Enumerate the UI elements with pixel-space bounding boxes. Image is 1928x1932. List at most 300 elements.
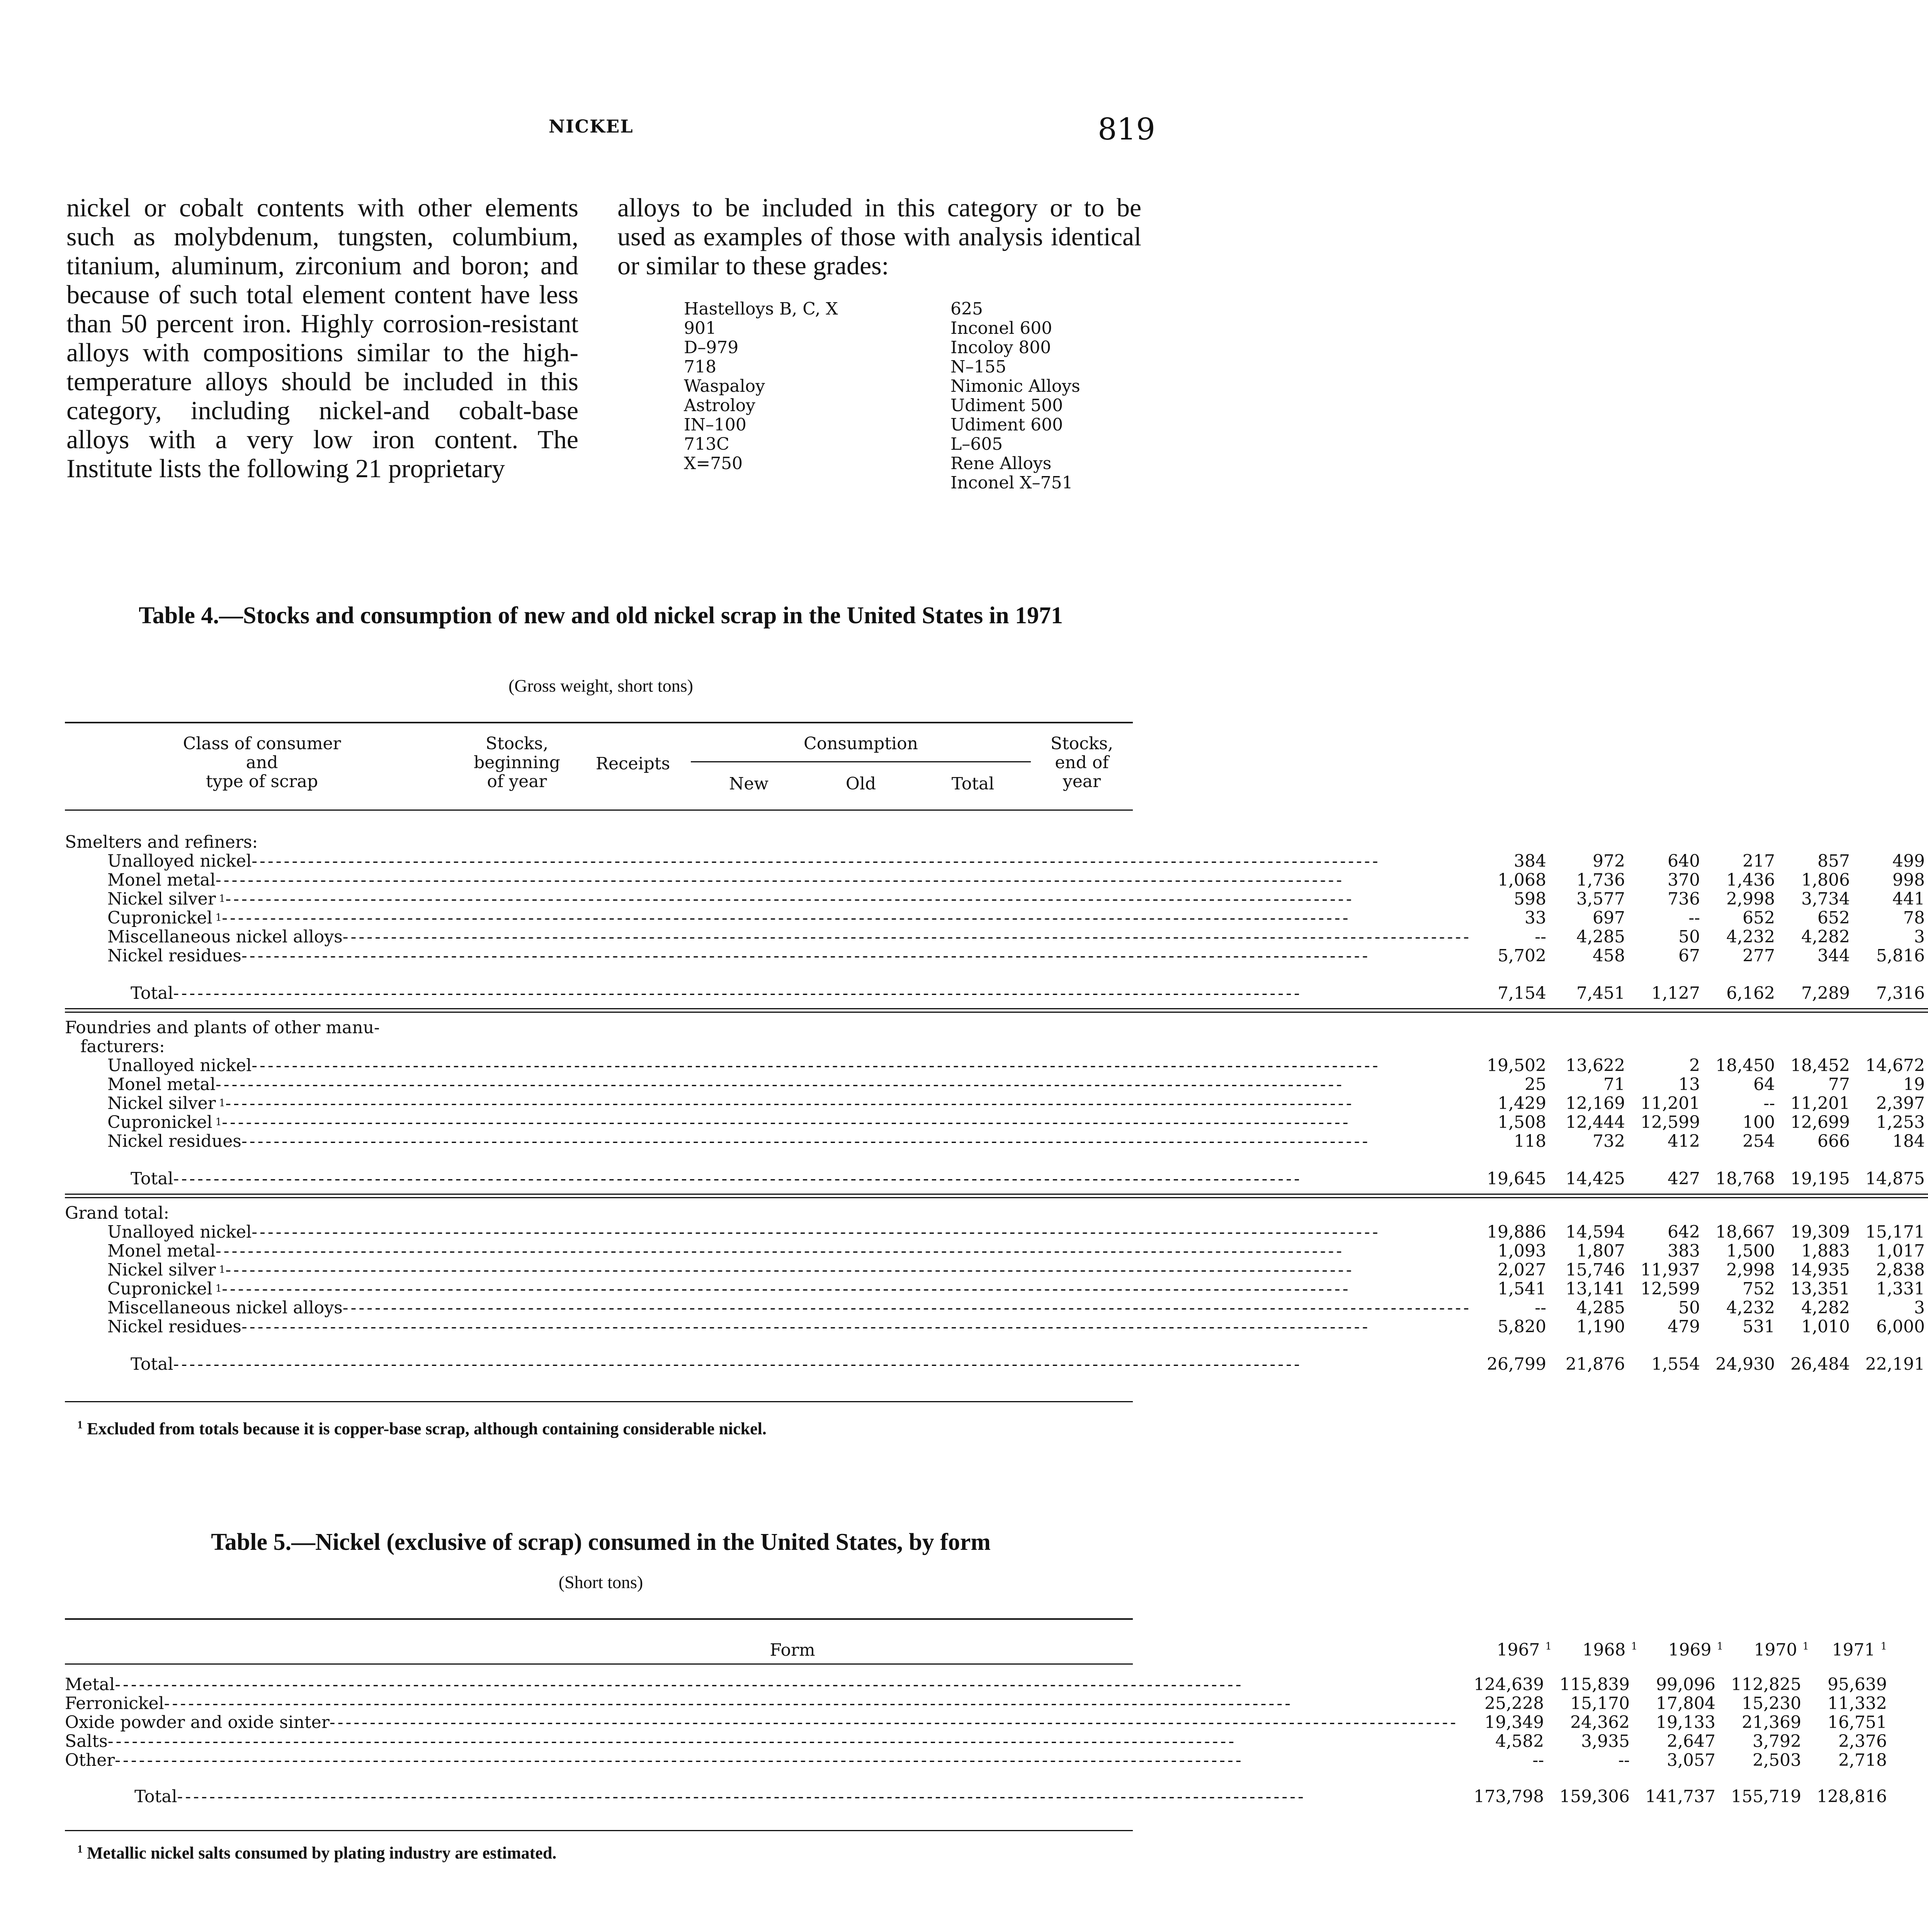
total-cell: 24,930: [1715, 1354, 1775, 1374]
table-cell: 12,599: [1641, 1279, 1700, 1299]
table-row: [65, 1694, 1891, 1713]
table-row: [65, 889, 1928, 908]
row-label-leader: [65, 1732, 1474, 1751]
row-label-leader: [65, 1242, 1487, 1260]
row-label-text: Unalloyed nickel: [107, 1222, 252, 1242]
col-head-year: [1731, 1629, 1817, 1660]
row-label-leader: [65, 1787, 1474, 1806]
table-cell: 77: [1828, 1075, 1850, 1094]
leader-dots: [216, 1075, 1471, 1094]
total-cell: 141,737: [1645, 1787, 1715, 1806]
total-cell: 21,876: [1566, 1354, 1625, 1374]
spacer-row: [65, 1151, 1928, 1169]
row-label: [65, 1056, 1487, 1075]
table-row: [65, 1260, 1928, 1279]
row-label: [65, 1787, 1474, 1806]
table-row: [65, 1242, 1928, 1260]
table-cell: 33: [1525, 908, 1547, 928]
row-label-text: Total: [131, 983, 173, 1003]
row-label-leader: [65, 946, 1487, 965]
table-cell: 5,820: [1498, 1317, 1547, 1337]
row-label-text: Unalloyed nickel: [107, 1056, 252, 1075]
alloy-item: Inconel 600: [950, 318, 1052, 338]
table-cell: 1,010: [1801, 1317, 1850, 1337]
table-cell: 640: [1667, 851, 1700, 871]
table-cell: 19,309: [1790, 1222, 1850, 1242]
table-cell: 1,807: [1576, 1241, 1625, 1261]
table4-title: Table 4.—Stocks and consumption of new and old nickel scrap in the United States in 1971: [139, 602, 1063, 629]
row-label-leader: [65, 1169, 1487, 1188]
table-row: [65, 1298, 1928, 1317]
table-cell: 50: [1678, 927, 1700, 947]
table-cell: 752: [1742, 1279, 1775, 1299]
footnote-mark: 1: [1545, 1641, 1552, 1653]
table-cell: 11,201: [1790, 1094, 1850, 1113]
alloy-item: 901: [684, 318, 716, 338]
table-cell: 11,332: [1827, 1694, 1887, 1713]
leader-dots: [173, 984, 1471, 1003]
row-label: [65, 1113, 1487, 1132]
section-heading-row: [65, 1204, 1928, 1223]
row-label-text: Total: [131, 1169, 173, 1189]
table-cell: 4,232: [1726, 927, 1775, 947]
col-head-year: [1645, 1629, 1731, 1660]
table-cell: --: [1532, 1750, 1544, 1770]
row-label-text: Ferronickel: [65, 1694, 164, 1713]
row-label-leader: [65, 984, 1487, 1003]
table-cell: 1,806: [1801, 870, 1850, 890]
alloy-item: 718: [684, 357, 716, 377]
table-cell: 1,508: [1498, 1112, 1547, 1132]
leader-dots: [330, 1713, 1458, 1732]
table-cell: 2,998: [1726, 889, 1775, 909]
row-label: [65, 1675, 1474, 1694]
table-cell: 78: [1903, 908, 1925, 928]
table-cell: 998: [1892, 870, 1925, 890]
table-cell: 19: [1903, 1075, 1925, 1094]
row-label: [65, 871, 1487, 889]
row-label: [65, 889, 1487, 908]
double-rule-line: [65, 1008, 1928, 1013]
table-cell: 17,804: [1656, 1694, 1715, 1713]
table-cell: 13,351: [1790, 1279, 1850, 1299]
alloy-item: Incoloy 800: [950, 338, 1051, 357]
table-cell: 2,998: [1726, 1260, 1775, 1280]
table-row: [65, 1675, 1891, 1694]
footnote-mark: 1: [219, 1264, 226, 1276]
row-label: [65, 1132, 1487, 1151]
col-head-text: beginning: [474, 753, 560, 772]
table-cell: 18,452: [1790, 1056, 1850, 1075]
table-cell: 732: [1593, 1131, 1625, 1151]
spacer: [65, 1336, 1928, 1355]
row-label-text: Unalloyed nickel: [107, 851, 252, 871]
leader-dots: [216, 1242, 1471, 1260]
table-cell: 14,672: [1865, 1056, 1925, 1075]
footnote-mark: 1: [1802, 1641, 1809, 1653]
table-cell: 1,093: [1498, 1241, 1547, 1261]
row-label-text: Monel metal: [107, 1241, 216, 1261]
total-row: [65, 1355, 1928, 1374]
row-label: [65, 1169, 1487, 1188]
footnote-mark: 1: [1880, 1641, 1887, 1653]
row-label: [65, 1732, 1474, 1751]
table-row: [65, 852, 1928, 871]
table-cell: 531: [1742, 1317, 1775, 1337]
total-cell: 7,451: [1576, 983, 1625, 1003]
row-label-text: Other: [65, 1750, 115, 1770]
total-cell: 7,154: [1498, 983, 1547, 1003]
table4-top-rule: [65, 722, 1133, 723]
table-cell: 1,429: [1498, 1094, 1547, 1113]
row-label-leader: [65, 1223, 1487, 1242]
table-cell: --: [1618, 1750, 1630, 1770]
table-cell: 1,190: [1576, 1317, 1625, 1337]
row-label-leader: [65, 908, 1487, 927]
table-cell: 99,096: [1656, 1675, 1715, 1694]
table-cell: 14,594: [1566, 1222, 1625, 1242]
table-cell: 1,331: [1876, 1279, 1925, 1299]
table-cell: 1,068: [1498, 870, 1547, 890]
table-cell: 13,622: [1566, 1056, 1625, 1075]
table-cell: 15,746: [1566, 1260, 1625, 1280]
table-cell: 13,141: [1566, 1279, 1625, 1299]
col-head-text: Class of consumer: [183, 734, 341, 753]
double-rule: [65, 1003, 1928, 1018]
footnote-mark: 1: [1631, 1641, 1638, 1653]
total-cell: 18,768: [1715, 1169, 1775, 1189]
spacer: [65, 1770, 1891, 1787]
row-label: [65, 1075, 1487, 1094]
total-cell: 26,799: [1487, 1354, 1547, 1374]
row-label-text: Cupronickel: [107, 908, 213, 928]
table-cell: 1,017: [1876, 1241, 1925, 1261]
alloy-item: IN–100: [684, 415, 746, 435]
row-label: [65, 1298, 1487, 1317]
col-head-class: [65, 734, 459, 793]
total-cell: 159,306: [1559, 1787, 1630, 1806]
row-label: [65, 1751, 1474, 1770]
row-label-leader: [65, 1094, 1487, 1113]
table-row: [65, 1751, 1891, 1770]
table-cell: --: [1688, 908, 1700, 928]
row-label-leader: [65, 889, 1487, 908]
table-cell: 184: [1892, 1131, 1925, 1151]
row-label-leader: [65, 1713, 1474, 1732]
table-cell: 458: [1593, 946, 1625, 966]
table-cell: 25: [1525, 1075, 1547, 1094]
table-cell: 383: [1667, 1241, 1700, 1261]
table-cell: 1,253: [1876, 1112, 1925, 1132]
table-row: [65, 1279, 1928, 1298]
row-label-leader: [65, 1675, 1474, 1694]
table-row: [65, 1713, 1891, 1732]
table-cell: 14,935: [1790, 1260, 1850, 1280]
table-cell: 4,282: [1801, 927, 1850, 947]
total-cell: 6,162: [1726, 983, 1775, 1003]
table-cell: 3,734: [1801, 889, 1850, 909]
col-head-consumption: Consumption: [691, 734, 1031, 762]
table-cell: 6,000: [1876, 1317, 1925, 1337]
leader-dots: [216, 871, 1471, 889]
leader-dots: [173, 1355, 1471, 1374]
row-label: [65, 1279, 1487, 1298]
spacer-row: [65, 1336, 1928, 1355]
table5-bottom-rule: [65, 1830, 1133, 1831]
table-cell: 67: [1678, 946, 1700, 966]
table-cell: 19,886: [1487, 1222, 1547, 1242]
footnote-mark: 1: [77, 1419, 83, 1431]
table-cell: 18,667: [1715, 1222, 1775, 1242]
table-cell: 217: [1742, 851, 1775, 871]
row-label-leader: [65, 1751, 1474, 1770]
row-label: [65, 1317, 1487, 1336]
row-label-leader: [65, 1132, 1487, 1151]
table-cell: 124,639: [1474, 1675, 1544, 1694]
row-label-text: Miscellaneous nickel alloys: [107, 927, 343, 947]
table-cell: 2,397: [1876, 1094, 1925, 1113]
spacer-row: [65, 1660, 1891, 1675]
table-cell: 1,500: [1726, 1241, 1775, 1261]
table-row: [65, 1732, 1891, 1751]
leader-dots: [164, 1694, 1459, 1713]
total-cell: 19,195: [1790, 1169, 1850, 1189]
table-cell: 50: [1678, 1298, 1700, 1318]
table-cell: 2: [1689, 1056, 1700, 1075]
row-label-leader: [65, 1355, 1487, 1374]
table-row: [65, 927, 1928, 946]
alloy-item: Inconel X–751: [950, 473, 1073, 493]
table-cell: 3: [1914, 1298, 1925, 1318]
footnote-text: Metallic nickel salts consumed by plating industry are estimated.: [87, 1844, 557, 1862]
table-cell: 3,935: [1581, 1731, 1630, 1751]
table4-header-rule: [65, 810, 1133, 811]
table-cell: --: [1535, 1298, 1547, 1318]
leader-dots: [225, 1094, 1471, 1113]
leader-dots: [252, 1223, 1471, 1242]
total-cell: 1,554: [1651, 1354, 1700, 1374]
leader-dots: [173, 1169, 1471, 1188]
year-label: 1967: [1496, 1640, 1540, 1660]
table5-title: Table 5.—Nickel (exclusive of scrap) consumed in the United States, by form: [211, 1529, 991, 1555]
table-cell: 598: [1514, 889, 1547, 909]
table-cell: 972: [1593, 851, 1625, 871]
row-label-text: Nickel silver: [107, 889, 216, 909]
table-cell: 3,792: [1752, 1731, 1801, 1751]
section-heading-row: [65, 1037, 1928, 1056]
row-label-text: Nickel residues: [107, 1317, 241, 1337]
table-cell: 112,825: [1731, 1675, 1801, 1694]
total-row: [65, 1787, 1891, 1806]
table5-top-rule: [65, 1618, 1133, 1620]
table-cell: 697: [1593, 908, 1625, 928]
col-head-stocks-begin: [459, 734, 575, 793]
row-label-leader: [65, 1317, 1487, 1336]
row-label-leader: [65, 1694, 1474, 1713]
row-label-leader: [65, 852, 1487, 871]
table-row: [65, 1317, 1928, 1336]
table-cell: 95,639: [1827, 1675, 1887, 1694]
col-head-total: Total: [951, 774, 995, 794]
col-head-old: Old: [845, 774, 876, 794]
alloy-item: Hastelloys B, C, X: [684, 299, 838, 319]
row-label-leader: [65, 1298, 1487, 1317]
footnote-mark: 1: [77, 1843, 83, 1855]
footnote-mark: 1: [1717, 1641, 1723, 1653]
alloy-item: Udiment 600: [950, 415, 1063, 435]
table-cell: 2,503: [1752, 1750, 1801, 1770]
row-label-text: Total: [131, 1354, 173, 1374]
footnote-mark: 1: [219, 893, 226, 905]
table-cell: 1,541: [1498, 1279, 1547, 1299]
table-cell: 12,444: [1566, 1112, 1625, 1132]
total-cell: 22,191: [1865, 1354, 1925, 1374]
footnote-mark: 1: [219, 1097, 226, 1109]
table-cell: 652: [1742, 908, 1775, 928]
leader-dots: [222, 1113, 1471, 1132]
table-cell: 412: [1667, 1131, 1700, 1151]
col-head-text: type of scrap: [206, 772, 318, 791]
table-cell: 1,736: [1576, 870, 1625, 890]
table-cell: 19,133: [1656, 1713, 1715, 1732]
col-head-text: year: [1063, 772, 1101, 791]
table4-bottom-rule: [65, 1401, 1133, 1402]
alloy-list-col2: [950, 299, 1128, 493]
total-cell: 19,645: [1487, 1169, 1547, 1189]
row-label: [65, 1242, 1487, 1260]
section-heading-row: [65, 833, 1928, 852]
total-cell: 7,316: [1876, 983, 1925, 1003]
row-label: [65, 984, 1487, 1003]
row-label-leader: [65, 927, 1487, 946]
col-head-text: Stocks,: [485, 734, 549, 753]
footnote-text: Excluded from totals because it is copper-base scrap, although containing considerable nickel.: [87, 1419, 767, 1438]
leader-dots: [222, 908, 1471, 927]
spacer: [65, 965, 1928, 984]
leader-dots: [252, 852, 1471, 871]
table-cell: 18,450: [1715, 1056, 1775, 1075]
table-cell: 12,599: [1641, 1112, 1700, 1132]
table4-footnote: [77, 1419, 767, 1439]
running-header: NICKEL: [549, 116, 634, 137]
table-cell: 15,170: [1570, 1694, 1630, 1713]
table-cell: 254: [1742, 1131, 1775, 1151]
leader-dots: [222, 1279, 1471, 1298]
alloy-item: Nimonic Alloys: [950, 376, 1080, 396]
table4-header: [65, 734, 1133, 793]
section-heading: Smelters and refiners:: [65, 832, 258, 852]
alloy-item: Waspaloy: [684, 376, 765, 396]
leader-dots: [115, 1675, 1458, 1694]
col-head-receipts: Receipts: [595, 754, 670, 774]
table5-header-rule: [65, 1663, 1133, 1665]
spacer: [65, 1151, 1928, 1169]
year-label: 1970: [1754, 1640, 1797, 1660]
col-head-text: Stocks,: [1050, 734, 1114, 753]
row-label-text: Monel metal: [107, 1075, 216, 1094]
table-cell: 15,171: [1865, 1222, 1925, 1242]
total-cell: 7,289: [1801, 983, 1850, 1003]
row-label: [65, 1713, 1474, 1732]
leader-dots: [225, 1260, 1471, 1279]
body-text-left: nickel or cobalt contents with other elements such as molybdenum, tungsten, columbium, titanium, aluminum, zirconium and boron; and because of such total element content have less than 50 percent iron. Highly corrosion-resistant alloys with compositions similar to the high-temperature alloys should be included in this category, including nickel-and cobalt-base alloys with a very low iron content. The Institute lists the following 21 proprietary: [66, 193, 578, 483]
leader-dots: [241, 946, 1471, 965]
alloy-item: X=750: [684, 454, 743, 473]
leader-dots: [252, 1056, 1471, 1075]
leader-dots: [241, 1132, 1471, 1151]
col-head-text: end of: [1055, 753, 1109, 772]
table-row: [65, 946, 1928, 965]
footnote-mark: 1: [215, 1283, 222, 1294]
row-label-text: Total: [134, 1787, 177, 1806]
col-head-form: Form: [770, 1640, 815, 1660]
row-label: [65, 1694, 1474, 1713]
table-cell: 15,230: [1741, 1694, 1801, 1713]
row-label-text: Salts: [65, 1731, 108, 1751]
leader-dots: [225, 889, 1471, 908]
alloy-item: N–155: [950, 357, 1007, 377]
row-label-text: Nickel silver: [107, 1094, 216, 1113]
table-cell: 19,349: [1484, 1713, 1544, 1732]
table-row: [65, 871, 1928, 889]
section-rule-row: [65, 1188, 1928, 1204]
total-cell: 1,127: [1651, 983, 1700, 1003]
row-label-leader: [65, 1113, 1487, 1132]
alloy-item: Udiment 500: [950, 396, 1063, 415]
row-label: [65, 946, 1487, 965]
double-rule-line: [65, 1194, 1928, 1198]
alloy-item: 713C: [684, 434, 729, 454]
table-cell: 115,839: [1559, 1675, 1630, 1694]
table-cell: 370: [1667, 870, 1700, 890]
alloy-item: L–605: [950, 434, 1003, 454]
total-row: [65, 984, 1928, 1003]
table-cell: 499: [1892, 851, 1925, 871]
table-cell: 12,169: [1566, 1094, 1625, 1113]
table-cell: 736: [1667, 889, 1700, 909]
table-row: [65, 1113, 1928, 1132]
footnote-mark: 1: [215, 1116, 222, 1128]
table-cell: 64: [1753, 1075, 1775, 1094]
total-cell: 128,816: [1816, 1787, 1887, 1806]
row-label-leader: [65, 871, 1487, 889]
table-cell: 4,285: [1576, 927, 1625, 947]
table-cell: 71: [1603, 1075, 1625, 1094]
col-head-year: [1559, 1629, 1645, 1660]
table-cell: 4,282: [1801, 1298, 1850, 1318]
section-heading: Foundries and plants of other manu-: [65, 1018, 380, 1037]
alloy-list-col1: [684, 299, 931, 473]
footnote-mark: 1: [215, 912, 222, 923]
row-label-text: Miscellaneous nickel alloys: [107, 1298, 343, 1318]
col-head-text: and: [246, 753, 278, 772]
row-label-leader: [65, 1279, 1487, 1298]
section-heading: facturers:: [80, 1037, 165, 1056]
table-cell: 384: [1514, 851, 1547, 871]
total-cell: 173,798: [1474, 1787, 1544, 1806]
table-cell: --: [1763, 1094, 1775, 1113]
section-heading: Grand total:: [65, 1203, 169, 1223]
table-cell: 118: [1514, 1131, 1547, 1151]
table-cell: 2,838: [1876, 1260, 1925, 1280]
table-cell: 4,232: [1726, 1298, 1775, 1318]
table-row: [65, 1223, 1928, 1242]
total-cell: 14,875: [1865, 1169, 1925, 1189]
col-head-stocks-end: [1031, 734, 1133, 793]
table-cell: 5,816: [1876, 946, 1925, 966]
row-label: [65, 908, 1487, 927]
total-cell: 427: [1667, 1169, 1700, 1189]
